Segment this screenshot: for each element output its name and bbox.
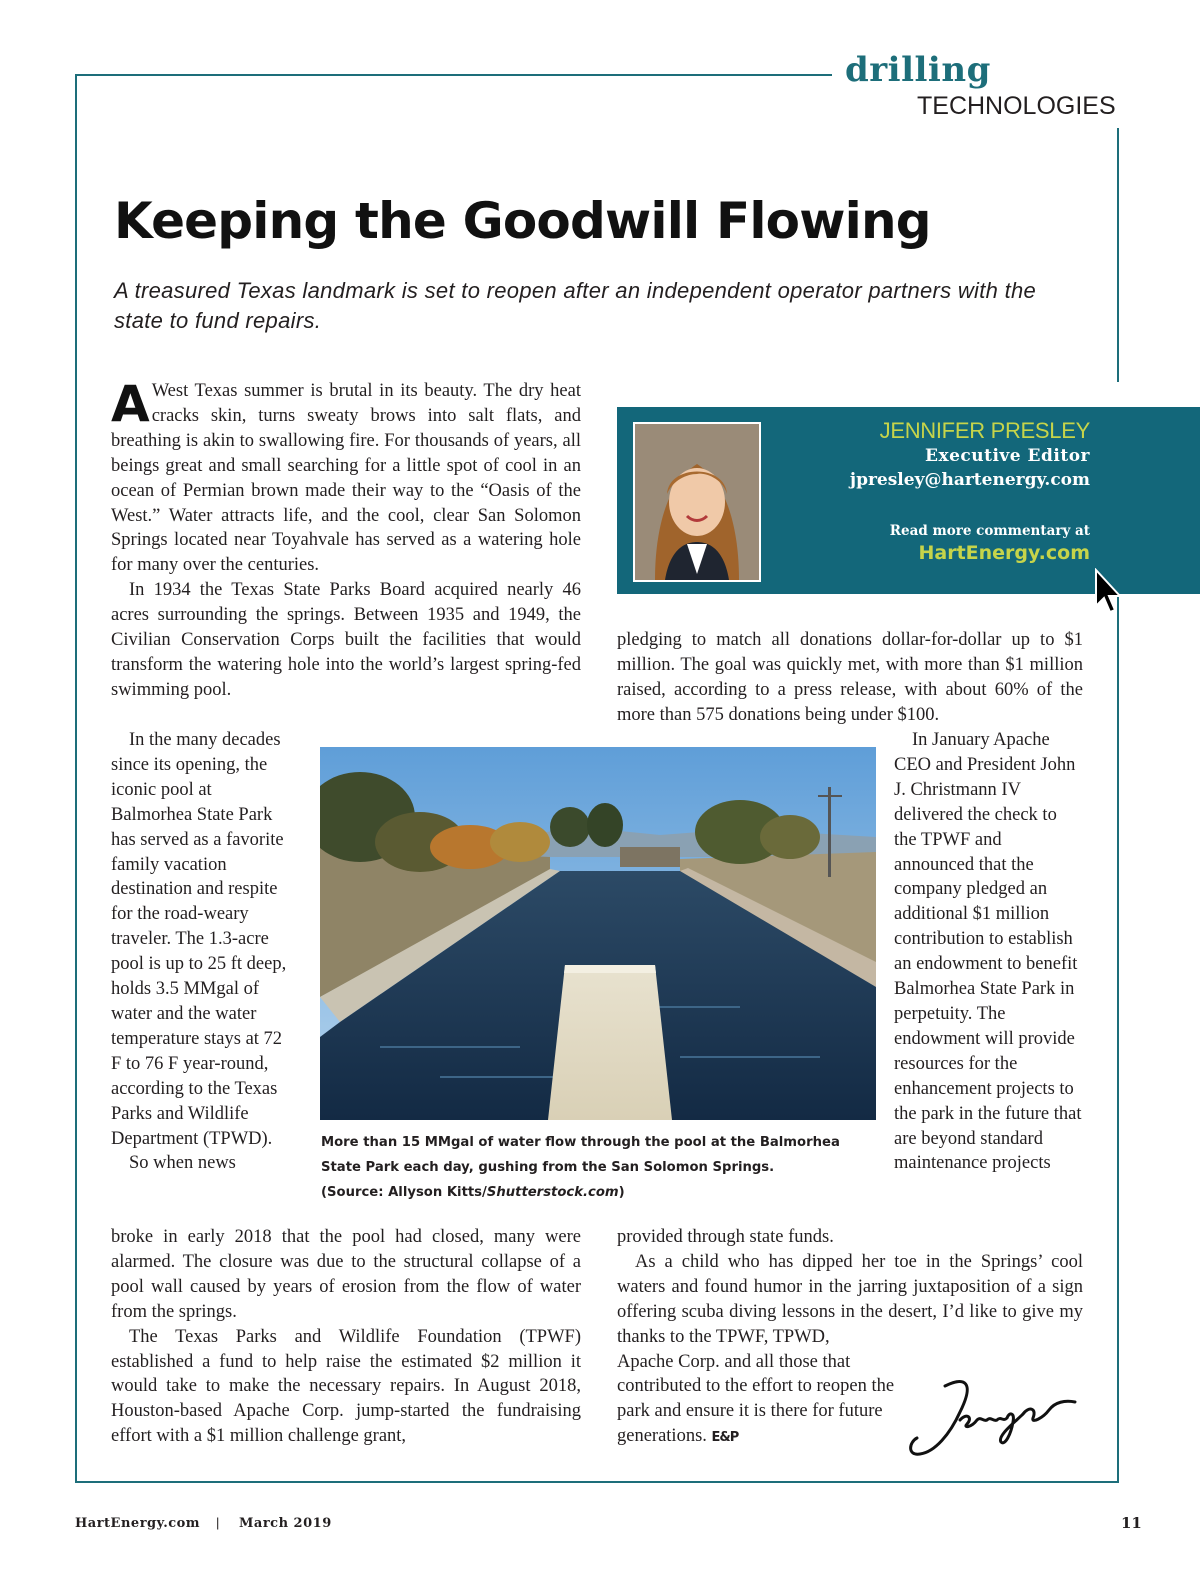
footer-site: HartEnergy.com [75,1516,201,1531]
frame-bottom-rule [75,1481,1119,1483]
pool-photo [320,747,876,1120]
paragraph-3: In the many decades since its opening, the iconic pool at Balmorhea State Park has served as a favorite family vacation destination and respite for the road-weary traveler. The 1.3-acre pool is up to 25 ft deep, holds 3.5 MMgal of water and the water temperature stays at 72 F to 76 F year-round, according to the Texas Parks and Wildlife Department (TPWD). [111,730,287,1149]
article-column-1-narrow [111,728,293,1176]
section-title: drilling [845,50,991,90]
section-subtitle: TECHNOLOGIES [917,92,1116,120]
article-column-2-top [617,628,1083,728]
author-photo [633,422,761,582]
article-column-1-top [111,375,581,703]
caption-source-italic: Shutterstock.com [486,1185,619,1200]
paragraph-4-start: So when news [129,1153,236,1174]
caption-text: More than 15 MMgal of water flow through the pool at the Balmorhea State Park each day, gushing from the San Solomon Springs. [321,1135,840,1175]
frame-left-rule [75,74,77,1483]
frame-right-rule-upper [1117,128,1119,382]
page-number: 11 [1121,1514,1142,1532]
photo-caption [321,1130,881,1205]
paragraph-7-end [617,1350,897,1452]
footer-date: March 2019 [239,1516,332,1531]
paragraph-1 [111,375,581,578]
paragraph-7: As a child who has dipped her toe in the Springs’ cool waters and found humor in the jarring juxtaposition of a sign offering scuba diving lessons in the desert, I’d like to give my thanks to the TPWF, TPWD, [617,1251,1083,1347]
drop-cap: A [111,375,150,433]
end-mark-logo: E&P [711,1430,739,1446]
article-column-1-bottom [111,1225,581,1449]
read-more-label: Read more commentary at [889,523,1090,539]
caption-source-prefix: (Source: Allyson Kitts/ [321,1185,487,1200]
paragraph-1-text: West Texas summer is brutal in its beauty. The dry heat cracks skin, turns sweaty brows into salt flats, and breathing is akin to swallowing fire. For thousands of years, all beings great and small searching for a little spot of cool in an ocean of Permian brown made their way to the “Oasis of the West.” Water attracts life, and the cool, clear San Solomon Springs located near Toyahvale has served as a watering hole for many over the centuries. [111,381,581,576]
paragraph-6: In January Apache CEO and President John J. Christmann IV delivered the check to the TPWF and announced that the company pledged an additional $1 million contribution to establish an endowment to benefit Balmorhea State Park in perpetuity. The endowment will provide resources for the enhancement projects to the park in the future that are beyond standard maintenance projects [894,730,1082,1174]
article-deck: A treasured Texas landmark is set to reopen after an independent operator partners with the state to fund repairs. [114,278,1037,333]
read-more-link[interactable]: HartEnergy.com [918,542,1090,564]
paragraph-5: The Texas Parks and Wildlife Foundation (TPWF) established a fund to help raise the estimated $2 million it would take to make the necessary repairs. In August 2018, Houston-based Apache Corp. jump-started the fundraising effort with a $1 million challenge grant, [111,1326,581,1447]
author-name: JENNIFER PRESLEY [879,418,1090,443]
caption-source-suffix: ) [618,1185,625,1200]
mouse-pointer-icon [1094,568,1122,618]
frame-right-rule-lower [1117,592,1119,1483]
author-role: Executive Editor [925,446,1090,466]
paragraph-7-end-text: Apache Corp. and all those that contributed to the effort to reopen the park and ensure it is there for future generations. [617,1351,895,1447]
footer-separator: | [216,1515,220,1530]
paragraph-2: In 1934 the Texas State Parks Board acquired nearly 46 acres surrounding the springs. Between 1935 and 1949, the Civilian Conservation Corps built the facilities that would transform the watering hole into the world’s largest spring-fed swimming pool. [111,580,581,700]
paragraph-6-continued: provided through state funds. [617,1227,834,1247]
paragraph-4-rest: broke in early 2018 that the pool had closed, many were alarmed. The closure was due to the structural collapse of a pool wall caused by years of erosion from the flow of water from the springs. [111,1227,581,1322]
paragraph-5-continued: pledging to match all donations dollar-for-dollar up to $1 million. The goal was quickly met, with more than $1 million raised, according to a press release, with about 60% of the more than 575 donations being under $100. [617,630,1083,725]
author-signature [905,1372,1085,1462]
article-headline: Keeping the Goodwill Flowing [114,192,931,250]
article-column-2-narrow [894,728,1084,1176]
frame-top-rule [75,74,832,76]
author-email-link[interactable]: jpresley@hartenergy.com [849,470,1090,490]
